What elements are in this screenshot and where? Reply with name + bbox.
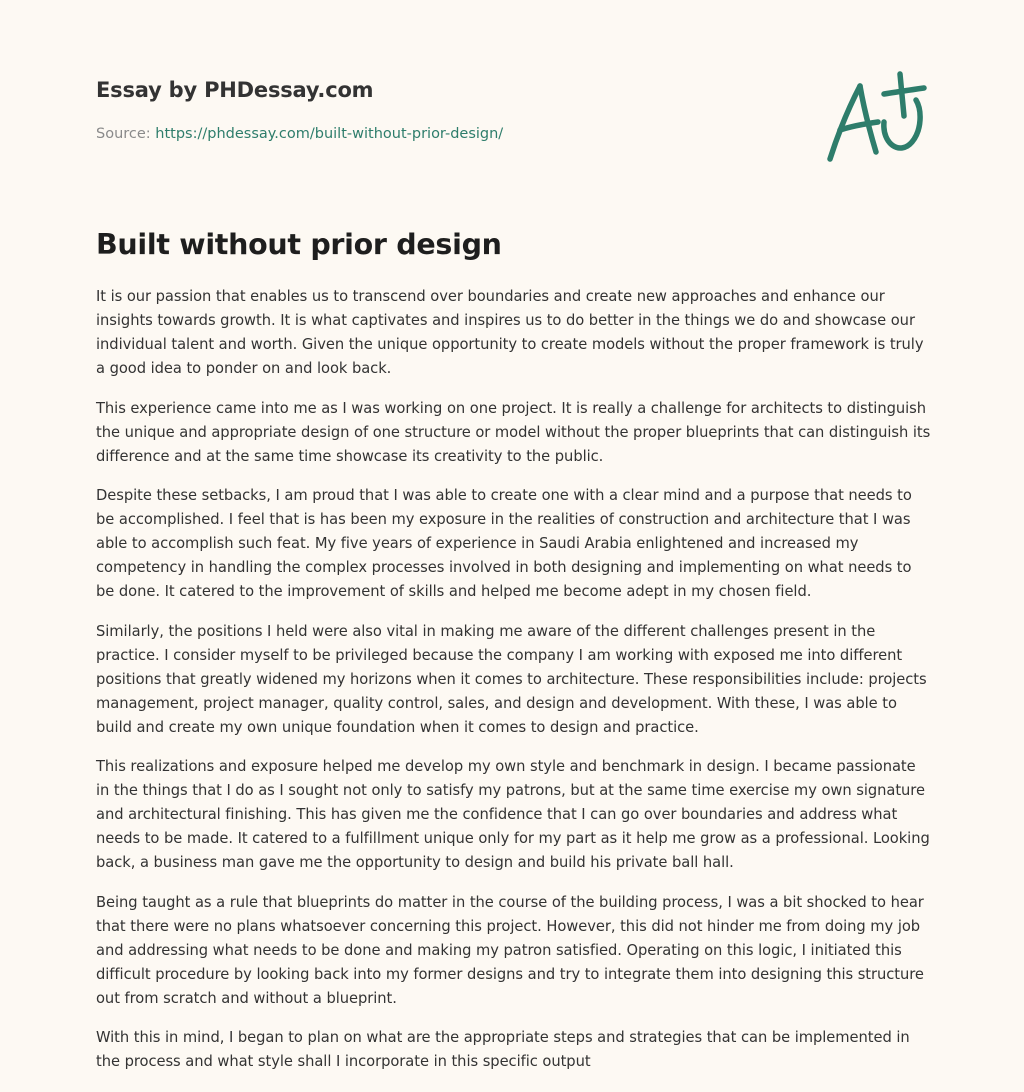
essay-paragraph: It is our passion that enables us to transcend over boundaries and create new approaches and enhance our insights towards growth. It is what captivates and inspires us to do better in the things we do and showcase our individual talent and worth. Given the unique opportunity to create models without the proper framework is truly a good idea to ponder on and look back.: [96, 288, 924, 377]
essay-paragraph: This realizations and exposure helped me develop my own style and benchmark in design. I became passionate in the things that I do as I sought not only to satisfy my patrons, but at the same time exercise my own signature and architectural finishing. This has given me the confidence that I can go over boundaries and address what needs to be made. It catered to a fulfillment unique only for my part as it help me grow as a professional. Looking back, a business man gave me the opportunity to design and build his private ball hall.: [96, 758, 930, 871]
source-link[interactable]: https://phdessay.com/built-without-prior-design/: [155, 126, 504, 142]
source-line: [96, 124, 796, 144]
a-plus-logo-icon: [820, 64, 932, 168]
essay-paragraph: Similarly, the positions I held were also vital in making me aware of the different challenges present in the practice. I consider myself to be privileged because the company I am working with exposed me into different positions that greatly widened my horizons when it comes to architecture. These responsibilities include: projects management, project manager, quality control, sales, and design and development. With these, I was able to build and create my own unique foundation when it comes to design and practice.: [96, 622, 927, 736]
essay-paragraph: Being taught as a rule that blueprints do matter in the course of the building process, I was a bit shocked to hear that there were no plans whatsoever concerning this project. However, this did not hinder me from doing my job and addressing what needs to be done and making my patron satisfied. Operating on this logic, I initiated this difficult procedure by looking back into my former designs and try to integrate them into designing this structure out from scratch and without a blueprint.: [96, 893, 924, 1007]
essay-body: [96, 285, 932, 1090]
essay-title: Built without prior design: [96, 228, 502, 261]
essay-paragraph: With this in mind, I began to plan on what are the appropriate steps and strategies that can be implemented in the process and what style shall I incorporate in this specific output: [96, 1029, 910, 1070]
essay-paragraph: Despite these setbacks, I am proud that I was able to create one with a clear mind and a purpose that needs to be accomplished. I feel that is has been my exposure in the realities of construction and architecture that I was able to accomplish such feat. My five years of experience in Saudi Arabia enlightened and increased my competency in handling the complex processes involved in both designing and implementing on what needs to be done. It catered to the improvement of skills and helped me become adept in my chosen field.: [96, 487, 912, 600]
essay-paragraph: This experience came into me as I was working on one project. It is really a challenge for architects to distinguish the unique and appropriate design of one structure or model without the proper blueprints that can distinguish its difference and at the same time showcase its creativity to the public.: [96, 399, 931, 465]
brand-title: Essay by PHDessay.com: [96, 78, 374, 102]
essay-header: [96, 74, 796, 144]
source-label: Source:: [96, 126, 151, 142]
